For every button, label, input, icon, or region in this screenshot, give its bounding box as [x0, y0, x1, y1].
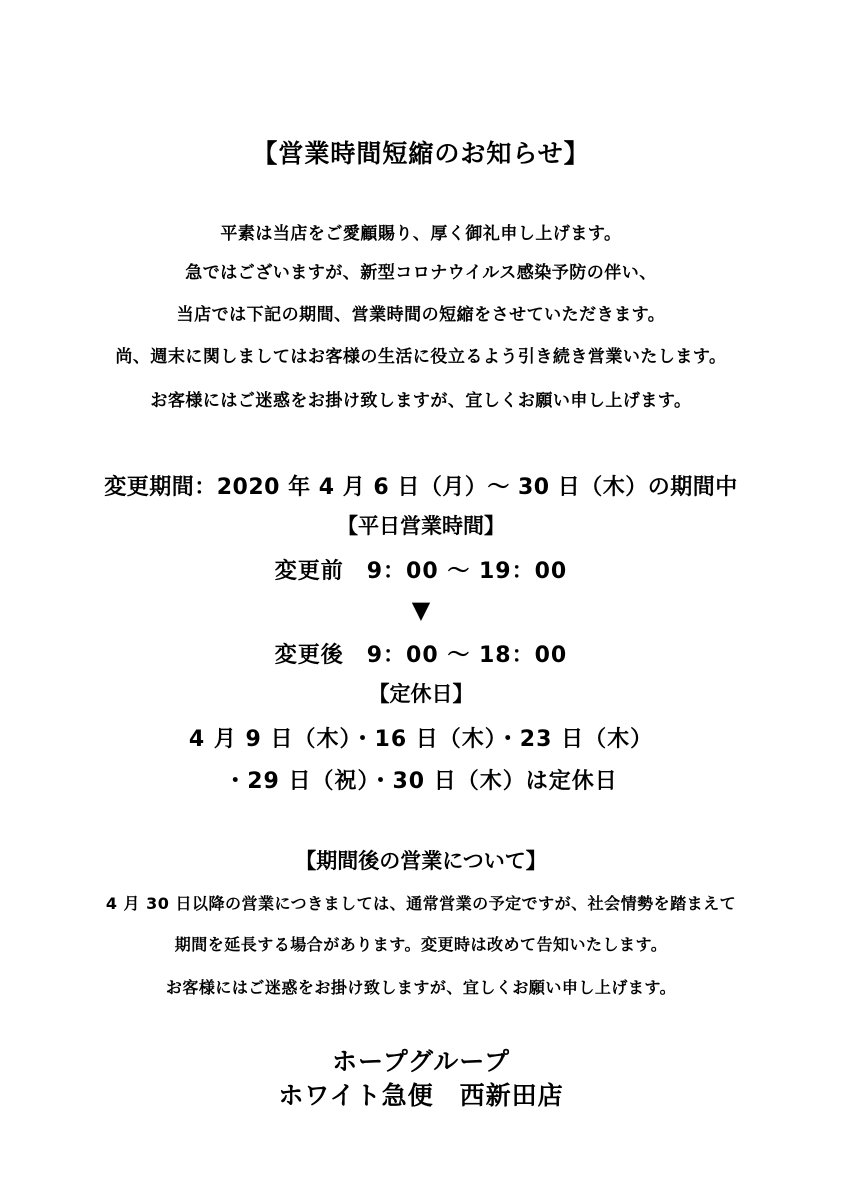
closed-days-heading: 【定休日】 — [368, 682, 474, 706]
change-period: 変更期間：2020 年 4 月 6 日（月）～ 30 日（木）の期間中 — [104, 475, 738, 500]
weekday-hours-heading: 【平日営業時間】 — [337, 514, 505, 538]
intro-line-1: 平素は当店をご愛顧賜り、厚く御礼申し上げます。 — [220, 224, 622, 244]
after-period-line-3: お客様にはご迷惑をお掛け致しますが、宜しくお願い申し上げます。 — [165, 978, 677, 997]
down-arrow-icon: ▼ — [411, 596, 431, 624]
signature-group: ホープグループ — [331, 1047, 510, 1076]
signature-store: ホワイト急便 西新田店 — [278, 1081, 564, 1110]
closed-days-line-2: ・29 日（祝）・30 日（木）は定休日 — [224, 769, 618, 794]
hours-after: 変更後 9：00 ～ 18：00 — [274, 643, 568, 668]
after-period-line-1: 4 月 30 日以降の営業につきましては、通常営業の予定ですが、社会情勢を踏まえて — [105, 894, 737, 913]
after-period-heading: 【期間後の営業について】 — [295, 849, 547, 873]
after-period-line-2: 期間を延長する場合があります。変更時は改めて告知いたします。 — [174, 935, 668, 954]
closed-days-line-1: 4 月 9 日（木）・16 日（木）・23 日（木） — [188, 727, 654, 752]
notice-title: 【営業時間短縮のお知らせ】 — [252, 139, 590, 168]
intro-line-4: 尚、週末に関しましてはお客様の生活に役立るよう引き続き営業いたします。 — [115, 347, 727, 367]
intro-line-3: 当店では下記の期間、営業時間の短縮をさせていただきます。 — [176, 305, 666, 325]
hours-before: 変更前 9：00 ～ 19：00 — [274, 559, 568, 584]
intro-line-2: 急ではございますが、新型コロナウイルス感染予防の伴い、 — [185, 263, 657, 283]
intro-line-5: お客様にはご迷惑をお掛け致しますが、宜しくお願い申し上げます。 — [150, 391, 692, 411]
